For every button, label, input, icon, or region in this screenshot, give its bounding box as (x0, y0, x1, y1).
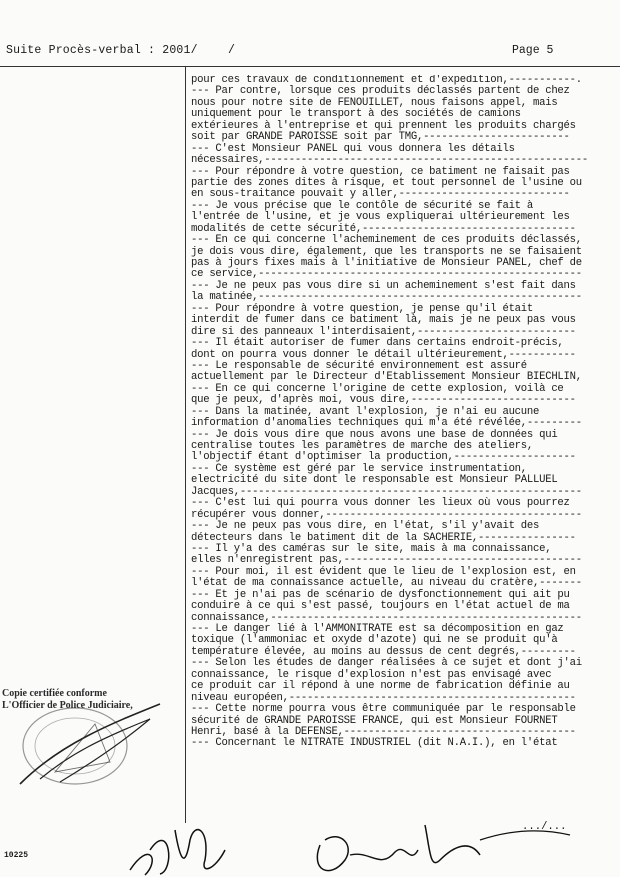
statement-line: dire si des panneaux l'interdisaient,-------------------------- (191, 325, 576, 338)
margin-rule (185, 66, 186, 823)
statement-line: --- Je ne peux pas vous dire, en l'état, s'il y'avait des (191, 520, 540, 533)
statement-line: nous pour notre site de FENOUILLET, nous faisons appel, mais (191, 96, 558, 109)
statement-line: pour ces travaux de conditionnement et d'expedition,-----------. (191, 75, 582, 86)
statement-line: sécurité de GRANDE PAROISSE FRANCE, qui est Monsieur FOURNET (191, 714, 558, 727)
statement-line: --- Il était autoriser de fumer dans certains endroit-précis, (191, 337, 564, 350)
statement-line: --- Et je n'ai pas de scénario de dysfonctionnement qui ait pu (191, 588, 570, 601)
statement-line: Henri, basé à la DEFENSE,-------------------------------------- (191, 725, 576, 738)
statement-line: centralise toutes les paramètres de marche des ateliers, (191, 440, 534, 452)
statement-line: Jacques,-------------------------------------------------------- (191, 485, 582, 498)
statement-line: --- Pour répondre à votre question, je pense qu'il était (191, 302, 534, 315)
statement-line: partie des zones dites à risque, et tout personnel de l'usine ou (191, 176, 582, 189)
statement-line: --- C'est lui qui pourra vous donner les lieux où vous pourrez (191, 497, 570, 510)
reference-slash: / (228, 44, 235, 57)
statement-line: pas à jours fixes mais à l'initiative de Monsieur PANEL, chef de (191, 257, 582, 269)
statement-line: la matinée,----------------------------------------------------- (191, 291, 582, 304)
statement-line: ce produit car il répond à une norme de fabrication définie au (191, 680, 570, 693)
statement-line: modalités de cette sécurité,----------------------------------- (191, 222, 576, 235)
statement-line: l'état de ma connaissance actuelle, au niveau du cratère,------- (191, 577, 582, 590)
stamp-line-2: L'Officier de Police Judiciaire, (2, 700, 133, 711)
signatures (0, 800, 620, 877)
statement-line: conduire à ce qui s'est passé, toujours en l'état actuel de ma (191, 600, 570, 613)
statement-line: --- Je vous précise que le contôle de sécurité se fait à (191, 199, 534, 212)
statement-line: --- Par contre, lorsque ces produits déclassés partent de chez (191, 85, 570, 98)
page-header (0, 44, 620, 62)
statement-line: connaissance, le risque d'explosion n'est pas envisagé avec (191, 668, 552, 681)
statement-line: l'objectif étant d'optimiser la production,-------------------- (191, 451, 576, 464)
statement-line: --- En ce qui concerne l'acheminement de ces produits déclassés, (191, 234, 582, 247)
statement-line: extérieures à l'entreprise et qui prennent les produits chargés (191, 119, 576, 132)
certified-copy-stamp (2, 688, 182, 712)
statement-line: elles n'enregistrent pas,--------------------------------------- (191, 554, 582, 567)
statement-line: --- Pour moi, il est évident que le lieu de l'explosion est, en (191, 565, 576, 578)
continued-marker: .../... (522, 821, 567, 833)
statement-line: dont on pourra vous donner le détail ultérieurement,----------- (191, 348, 576, 361)
stamp-line-1: Copie certifiée conforme (2, 688, 107, 699)
statement-line: --- Pour répondre à votre question, ce batiment ne faisait pas (191, 165, 570, 178)
statement-line: --- Je ne peux pas vous dire si un acheminement s'est fait dans (191, 279, 576, 292)
statement-line: température élevée, au moins au dessus de cent degrés,--------- (191, 645, 576, 658)
statement-line: toxique (l'ammoniac et oxyde d'azote) qui ne se produit qu'à (191, 634, 558, 647)
statement-line: --- Cette norme pourra vous être communiquée par le responsable (191, 703, 576, 716)
statement-text (191, 75, 611, 750)
statement-line: --- C'est Monsieur PANEL qui vous donnera les détails (191, 142, 515, 155)
statement-line: en sous-traitance pouvait y aller,---------------------------- (191, 188, 570, 201)
statement-line: récupérer vous donner,------------------------------------------ (191, 508, 582, 521)
statement-line: --- Je dois vous dire que nous avons une base de données qui (191, 428, 558, 441)
statement-line: electricité du site dont le responsable est Monsieur PALLUEL (191, 474, 558, 487)
statement-line: uniquement pour le transport à des sociétés de camions (191, 108, 521, 121)
statement-line: --- Il y'a des caméras sur le site, mais à ma connaissance, (191, 542, 552, 555)
statement-line: --- Ce système est géré par le service instrumentation, (191, 462, 527, 475)
statement-line: information d'anomalies techniques qui m'a été révélée,--------- (191, 417, 582, 430)
header-rule (0, 66, 620, 67)
statement-line: --- En ce qui concerne l'origine de cette explosion, voilà ce (191, 382, 564, 395)
statement-line: --- Selon les études de danger réalisées à ce sujet et dont j'ai (191, 657, 582, 670)
statement-line: connaissance,--------------------------------------------------- (191, 611, 582, 624)
statement-line: niveau européen,----------------------------------------------- (191, 691, 576, 704)
statement-line: que je peux, d'après moi, vous dire,--------------------------- (191, 394, 576, 407)
statement-line: --- Le responsable de sécurité environnement est assuré (191, 359, 527, 372)
statement-line: --- Dans la matinée, avant l'explosion, je n'ai eu aucune (191, 405, 540, 418)
statement-line: nécessaires,----------------------------------------------------- (191, 154, 588, 167)
page-number: Page 5 (512, 44, 554, 57)
statement-line: interdit de fumer dans ce batiment là, mais je ne peux pas vous (191, 314, 576, 327)
statement-line: je dois vous dire, également, que les transports ne se faisaient (191, 245, 582, 258)
document-code: 10225 (4, 851, 29, 860)
statement-line: --- Le danger lié à l'AMMONITRATE est sa décomposition en gaz (191, 623, 564, 635)
proces-verbal-reference: Suite Procès-verbal : 2001/ (6, 44, 198, 57)
statement-line: ce service,----------------------------------------------------- (191, 268, 582, 281)
statement-line: détecteurs dans le batiment dit de la SACHERIE,---------------- (191, 531, 576, 544)
statement-line: l'entrée de l'usine, et je vous expliquerai ultérieurement les (191, 211, 570, 224)
statement-line: --- Concernant le NITRATE INDUSTRIEL (dit N.A.I.), en l'état (191, 737, 558, 750)
statement-line: soit par GRANDE PAROISSE soit par TMG,------------------------ (191, 131, 570, 144)
statement-line: actuellement par le Directeur d'Etablissement Monsieur BIECHLIN, (191, 371, 582, 384)
